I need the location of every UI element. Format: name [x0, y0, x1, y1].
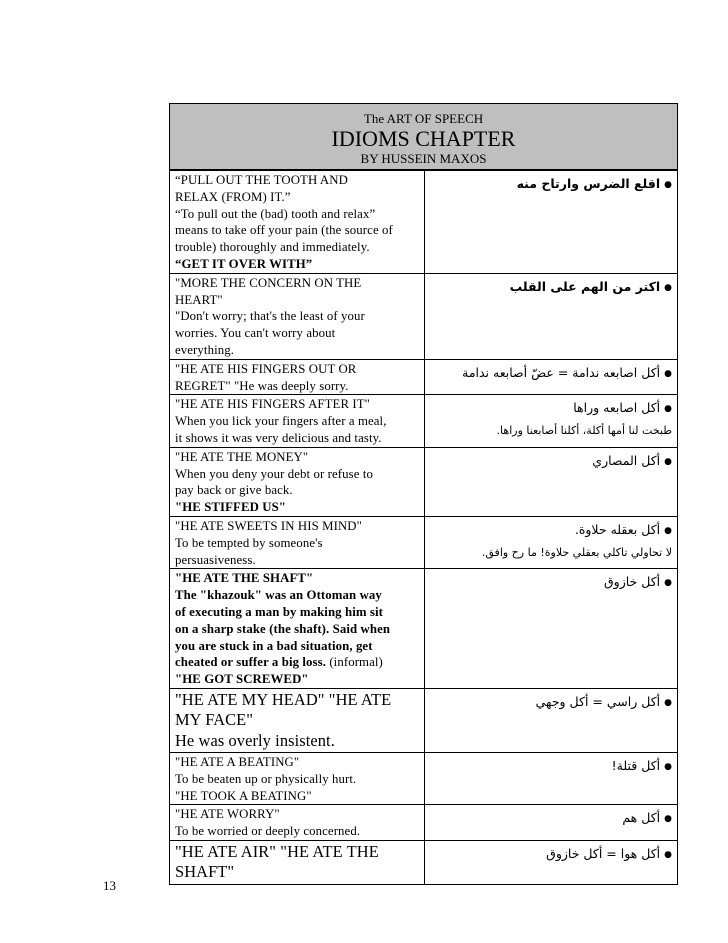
bullet-icon: ●	[664, 368, 672, 379]
english-cell: "HE ATE MY HEAD" "HE ATE MY FACE" He was overly insistent.	[170, 688, 425, 752]
arabic-example: لا تحاولي تاكلي بعقلي حلاوة! ما رح وافق.	[481, 545, 672, 559]
bullet-icon: ●	[664, 697, 672, 708]
english-cell: "HE ATE WORRY" To be worried or deeply concerned.	[170, 805, 425, 841]
bullet-icon: ●	[664, 180, 672, 190]
arabic-cell: ●أكل اصابعه ندامة = عضّ أصابعه ندامة	[425, 359, 678, 395]
table-row	[170, 840, 678, 884]
english-cell: "HE ATE A BEATING" To be beaten up or physically hurt. "HE TOOK A BEATING"	[170, 752, 425, 804]
bullet-icon: ●	[664, 761, 672, 772]
english-cell: "HE ATE HIS FINGERS AFTER IT" When you lick your fingers after a meal, it shows it was very delicious and tasty.	[170, 395, 425, 447]
table-row	[170, 569, 678, 689]
arabic-cell: ●أكل بعقله حلاوة. لا تحاولي تاكلي بعقلي حلاوة! ما رح وافق.	[425, 516, 678, 568]
arabic-cell: ●اكتر من الهم على القلب	[425, 273, 678, 359]
bullet-icon: ●	[664, 814, 672, 825]
english-cell: "HE ATE SWEETS IN HIS MIND" To be tempted by someone's persuasiveness.	[170, 516, 425, 568]
english-cell: “PULL OUT THE TOOTH AND RELAX (FROM) IT.” “To pull out the (bad) tooth and relax” means to take off your pain (the source of trouble) thoroughly and immediately. “GET IT OVER WITH”	[170, 171, 425, 274]
english-cell: "HE ATE HIS FINGERS OUT OR REGRET" "He was deeply sorry.	[170, 359, 425, 395]
arabic-cell: ●أكل قتلة!	[425, 752, 678, 804]
english-cell: "HE ATE AIR" "HE ATE THE SHAFT"	[170, 840, 425, 884]
table-row	[170, 688, 678, 752]
arabic-cell: ●أكل هم	[425, 805, 678, 841]
english-cell: "HE ATE THE MONEY" When you deny your debt or refuse to pay back or give back. "HE STIFFED US"	[170, 447, 425, 516]
author-byline: BY HUSSEIN MAXOS	[360, 151, 487, 166]
idioms-table	[169, 170, 678, 885]
chapter-header	[169, 103, 678, 170]
chapter-title: IDIOMS CHAPTER	[331, 126, 516, 151]
arabic-cell: ●أكل راسي = أكل وجهي	[425, 688, 678, 752]
book-title: The ART OF SPEECH	[363, 111, 484, 126]
arabic-cell: ●أكل خازوق	[425, 569, 678, 689]
table-row	[170, 752, 678, 804]
english-cell: "MORE THE CONCERN ON THE HEART" "Don't worry; that's the least of your worries. You can't worry about everything.	[170, 273, 425, 359]
page-number: 13	[103, 878, 116, 893]
table-row	[170, 359, 678, 395]
arabic-cell: ●أكل المصاري	[425, 447, 678, 516]
table-row	[170, 516, 678, 568]
bullet-icon: ●	[664, 525, 672, 536]
arabic-cell: ●اقلع الضرس وارتاح منه	[425, 171, 678, 274]
bullet-icon: ●	[664, 456, 672, 467]
english-cell: "HE ATE THE SHAFT" The "khazouk" was an Ottoman way of executing a man by making him sit on a sharp stake (the shaft). Said when you are stuck in a bad situation, get cheated or suffer a big loss. (informal) "HE GOT SCREWED"	[170, 569, 425, 689]
bullet-icon: ●	[664, 282, 672, 293]
table-row	[170, 273, 678, 359]
bullet-icon: ●	[664, 404, 672, 415]
table-row	[170, 805, 678, 841]
arabic-example: طبخت لنا أمها أكلة، أكلنا أصابعنا وراها.	[496, 424, 672, 438]
arabic-cell: ●أكل هوا = أكل خازوق	[425, 840, 678, 884]
table-row	[170, 395, 678, 447]
bullet-icon: ●	[664, 578, 672, 589]
bullet-icon: ●	[664, 849, 672, 860]
table-row	[170, 447, 678, 516]
arabic-cell: ●أكل اصابعه وراها طبخت لنا أمها أكلة، أكلنا أصابعنا وراها.	[425, 395, 678, 447]
table-row	[170, 171, 678, 274]
